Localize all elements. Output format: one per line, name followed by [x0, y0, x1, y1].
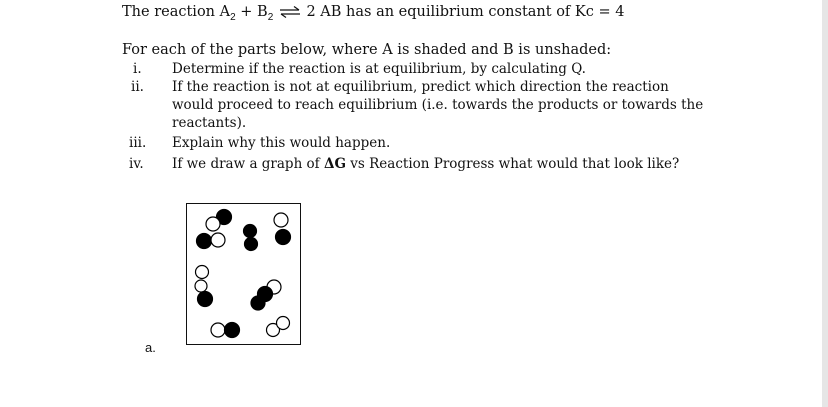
- item-text-line: reactants).: [172, 115, 247, 131]
- item-text: Explain why this would happen.: [172, 135, 391, 151]
- item-number: ii.: [131, 79, 144, 95]
- item-text-suffix: vs Reaction Progress what would that look like?: [346, 156, 680, 172]
- item-text-line: If the reaction is not at equilibrium, predict which direction the reaction: [172, 79, 669, 95]
- unshaded-atom: [206, 217, 220, 231]
- item-number: iv.: [129, 156, 144, 172]
- item-text-prefix: If we draw a graph of: [172, 156, 324, 172]
- shaded-atom: [245, 238, 258, 251]
- item-text: [172, 156, 679, 173]
- page-edge: [822, 0, 828, 407]
- shaded-atom: [276, 230, 291, 245]
- delta-g-symbol: ΔG: [323, 156, 346, 172]
- intro-text: For each of the parts below, where A is shaded and B is unshaded:: [122, 42, 612, 58]
- subscript-a: 2: [230, 11, 236, 23]
- unshaded-atom: [274, 213, 288, 227]
- unshaded-atom: [277, 317, 290, 330]
- shaded-atom: [197, 234, 212, 249]
- item-number: i.: [133, 61, 142, 77]
- item-text-line: would proceed to reach equilibrium (i.e. towards the products or towards the: [172, 97, 704, 113]
- equilibrium-arrows-icon: [278, 5, 302, 19]
- reactant-b: + B: [240, 4, 268, 20]
- molecule-diagram-box: [186, 203, 301, 345]
- shaded-atom: [225, 323, 240, 338]
- reaction-equation: [122, 4, 624, 26]
- item-text: Determine if the reaction is at equilibrium, by calculating Q.: [172, 61, 586, 77]
- shaded-atom: [198, 292, 213, 307]
- shaded-atom: [244, 225, 257, 238]
- subscript-b: 2: [267, 11, 274, 23]
- product-text: 2 AB has an equilibrium constant of Kc = 4: [306, 4, 625, 20]
- unshaded-atom: [211, 323, 225, 337]
- part-label: a.: [145, 340, 156, 355]
- unshaded-atom: [211, 233, 225, 247]
- reactant-a: The reaction A: [122, 4, 231, 20]
- unshaded-atom: [195, 280, 207, 292]
- item-number: iii.: [129, 135, 147, 151]
- molecule-diagram: [187, 204, 302, 346]
- unshaded-atom: [196, 266, 209, 279]
- shaded-atom: [251, 296, 265, 310]
